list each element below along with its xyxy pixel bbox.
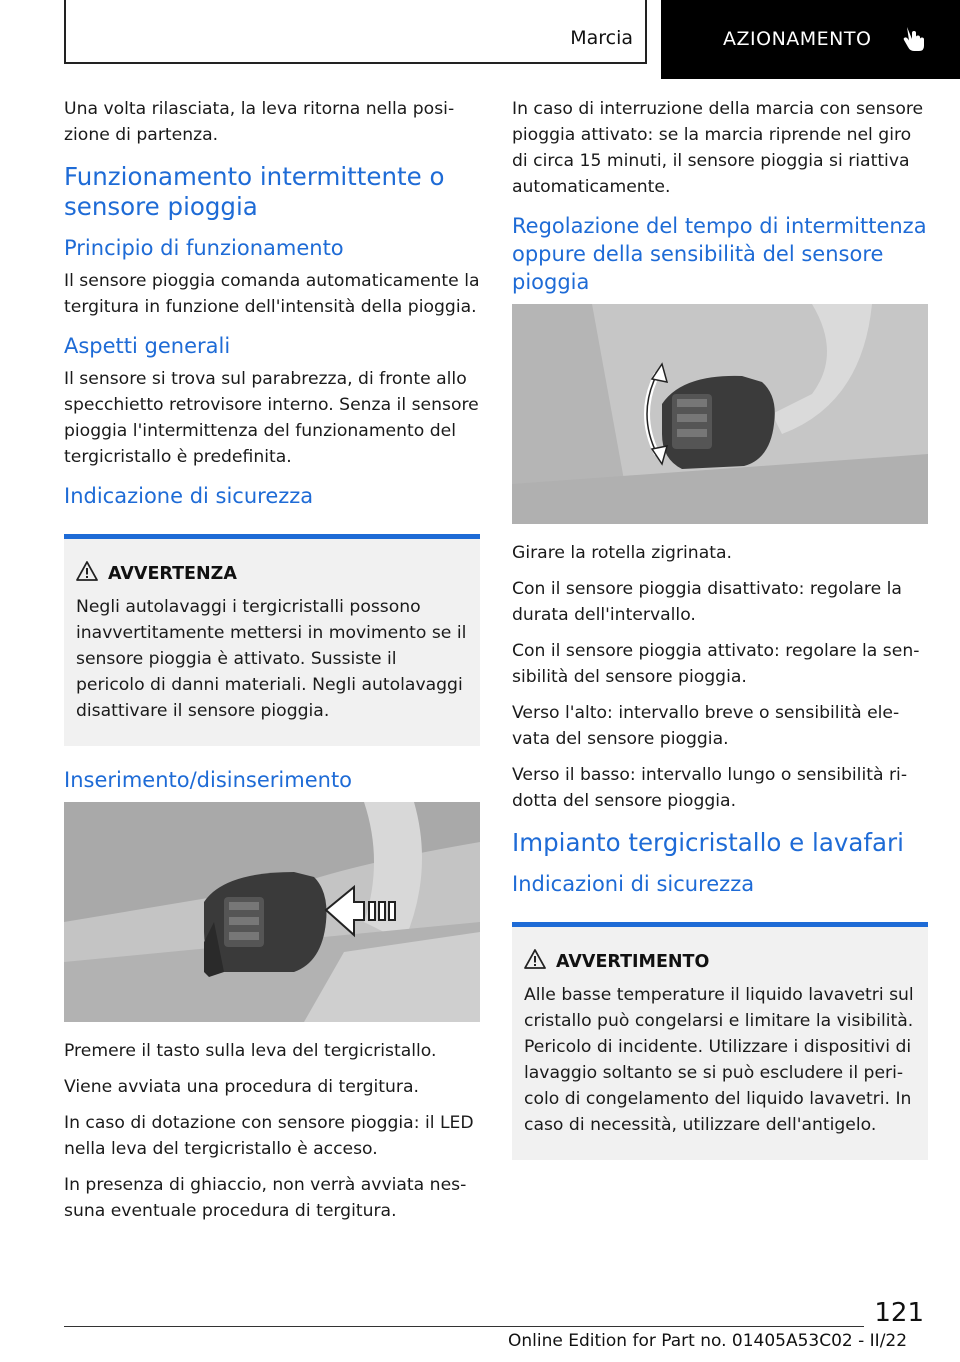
warning-text-2: Alle basse temperature il liquido lavavetri sul cristallo può congelarsi e limitare la visibilità. Pericolo di incidente. Utilizzare i dispositivi di lavaggio soltanto se si può escludere il pericolo di congelamento del liquido lavavetri. In caso di necessità, utilizzare dell'antigelo. xyxy=(524,985,914,1135)
subheading-safety: Indicazione di sicurezza xyxy=(64,484,314,508)
warning-triangle-icon xyxy=(524,949,546,974)
subheading-general: Aspetti generali xyxy=(64,334,231,358)
subheading-principle: Principio di funzionamento xyxy=(64,236,344,260)
header-chapter-box xyxy=(661,0,960,79)
warning-box xyxy=(64,534,480,746)
warning-triangle-icon xyxy=(76,561,98,586)
warning-box-2 xyxy=(512,922,928,1160)
footer-divider xyxy=(64,1326,864,1327)
wiper-lever-press-image xyxy=(64,802,480,1022)
sensor-off-paragraph: Con il sensore pioggia disattivato: regolare la durata dell'intervallo. xyxy=(512,579,902,625)
subheading-on-off: Inserimento/disinserimento xyxy=(64,768,353,792)
ice-paragraph: In presenza di ghiaccio, non verrà avviata nessuna eventuale procedura di tergitura. xyxy=(64,1175,467,1221)
section-heading-intermittent: Funzionamento intermittente o sensore pioggia xyxy=(64,162,445,221)
interruption-paragraph: In caso di interruzione della marcia con sensore pioggia attivato: se la marcia riprende nel giro di circa 15 minuti, il sensore pioggia si riattiva automaticamente. xyxy=(512,99,924,197)
press-paragraph: Premere il tasto sulla leva del tergicristallo. xyxy=(64,1041,437,1061)
footer-edition: Online Edition for Part no. 01405A53C02 - II/22 xyxy=(508,1331,908,1351)
warning-title-text: AVVERTENZA xyxy=(108,563,237,584)
warning-title-2 xyxy=(524,949,916,974)
right-column xyxy=(512,96,928,1180)
page-number: 121 xyxy=(874,1298,924,1328)
subheading-adjust: Regolazione del tempo di intermittenza oppure della sensibilità del sensore pioggia xyxy=(512,214,927,294)
sensor-on-paragraph: Con il sensore pioggia attivato: regolare la sensibilità del sensore pioggia. xyxy=(512,641,920,687)
warning-title xyxy=(76,561,468,586)
wiping-paragraph: Viene avviata una procedura di tergitura. xyxy=(64,1077,419,1097)
header-section-title: Marcia xyxy=(570,27,633,49)
turn-wheel-paragraph: Girare la rotella zigrinata. xyxy=(512,543,732,563)
pointing-hand-icon xyxy=(901,25,927,57)
subheading-safety-notes: Indicazioni di sicurezza xyxy=(512,872,755,896)
up-paragraph: Verso l'alto: intervallo breve o sensibilità elevata del sensore pioggia. xyxy=(512,703,900,749)
principle-paragraph: Il sensore pioggia comanda automaticamente la tergitura in funzione dell'intensità della pioggia. xyxy=(64,271,480,317)
intro-paragraph: Una volta rilasciata, la leva ritorna nella posizione di partenza. xyxy=(64,99,455,145)
general-paragraph: Il sensore si trova sul parabrezza, di fronte allo specchietto retrovisore interno. Senza il sensore pioggia l'intermittenza del funzionamento del tergicristallo è predefinita. xyxy=(64,369,479,467)
wiper-knurled-wheel-image xyxy=(512,304,928,524)
warning-title-text-2: AVVERTIMENTO xyxy=(556,951,710,972)
section-heading-washer: Impianto tergicristallo e lavafari xyxy=(512,828,904,857)
left-column xyxy=(64,96,480,1234)
down-paragraph: Verso il basso: intervallo lungo o sensibilità ridotta del sensore pioggia. xyxy=(512,765,908,811)
warning-text: Negli autolavaggi i tergicristalli possono inavvertitamente mettersi in movimento se il sensore pioggia è attivato. Sussiste il pericolo di danni materiali. Negli autolavaggi disattivare il sensore pioggia. xyxy=(76,597,467,721)
header-section-box xyxy=(64,0,647,64)
header-chapter-title: AZIONAMENTO xyxy=(723,28,872,50)
led-paragraph: In caso di dotazione con sensore pioggia: il LED nella leva del tergicristallo è acceso. xyxy=(64,1113,474,1159)
